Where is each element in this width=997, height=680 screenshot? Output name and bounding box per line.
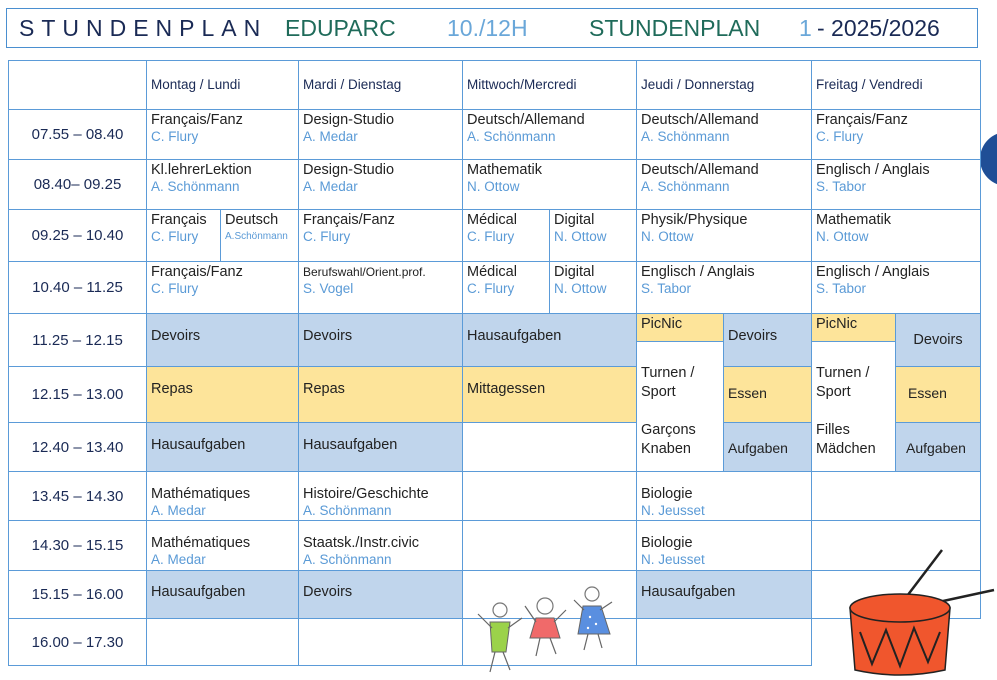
lesson-subject: Mathématiques [151,535,251,551]
lesson-teacher: A. Schönmann [303,552,392,567]
lesson-subject: Englisch / Anglais [641,264,755,280]
picnic-cell: PicNic [811,313,896,342]
lesson-cell [811,209,981,262]
lesson-teacher: C. Flury [303,229,351,244]
time-slot: 12.15 – 13.00 [8,366,147,423]
lesson-cell [298,159,463,210]
time-slot: 14.30 – 15.15 [8,520,147,571]
lesson-teacher: A. Schönmann [303,503,392,518]
lesson-teacher: N. Ottow [467,179,520,194]
group-label-2: Mädchen [816,441,876,457]
lesson-subject: Biologie [641,486,693,502]
lesson-subject: Français/Fanz [816,112,908,128]
time-slot: 09.25 – 10.40 [8,209,147,262]
corner-cell [8,60,147,110]
homework-cell: Hausaufgaben [636,570,812,619]
school-year: - 2025/2026 [817,15,940,41]
group-label-1: Garçons [641,422,696,438]
lesson-subject: Français/Fanz [151,264,243,280]
homework-cell: Hausaufgaben [146,570,299,619]
homework-cell: Aufgaben [723,422,812,472]
lesson-subject: Englisch / Anglais [816,162,930,178]
lesson-cell [146,520,299,571]
lesson-subject: Mathematik [816,212,891,228]
lesson-subject: Mathematik [467,162,542,178]
day-header-wednesday: Mittwoch/Mercredi [462,60,637,110]
lesson-cell [636,109,812,160]
lesson-teacher: N. Jeusset [641,552,705,567]
sport-label-2: Sport [816,384,851,400]
empty-cell [462,471,637,521]
lesson-teacher: A. Schönmann [151,179,240,194]
lesson-teacher: N. Ottow [641,229,694,244]
lesson-subject: Design-Studio [303,112,395,128]
lesson-subject: Français [151,212,207,228]
lesson-teacher: S. Tabor [641,281,692,296]
title-banner [6,8,978,48]
meal-cell: Mittagessen [462,366,637,423]
group-label-1: Filles [816,422,850,438]
day-header-monday: Montag / Lundi [146,60,299,110]
empty-cell [636,618,812,666]
lesson-cell [549,261,637,314]
sport-label-1: Turnen / [641,365,695,381]
day-header-tuesday: Mardi / Dienstag [298,60,463,110]
lesson-teacher: C. Flury [151,229,199,244]
drum-illustration [842,548,997,680]
lesson-teacher: C. Flury [467,281,515,296]
lesson-cell [549,209,637,262]
lesson-teacher: A. Medar [303,179,358,194]
lesson-cell [146,159,299,210]
class-name: 10./12H [447,15,528,41]
homework-cell: Aufgaben [895,422,981,472]
lesson-cell [462,159,637,210]
meal-cell: Repas [146,366,299,423]
meal-cell: Repas [298,366,463,423]
sport-label-2: Sport [641,384,676,400]
time-slot: 08.40– 09.25 [8,159,147,210]
lesson-subject: Deutsch [225,212,279,228]
lesson-teacher: N. Ottow [816,229,869,244]
lesson-cell [298,471,463,521]
lesson-cell [462,109,637,160]
lesson-cell [146,471,299,521]
lesson-cell [298,109,463,160]
empty-cell [146,618,299,666]
lesson-subject: Digital [554,264,595,280]
lesson-subject: Médical [467,212,517,228]
lesson-subject: Kl.lehrerLektion [151,162,252,178]
picnic-cell: PicNic [636,313,724,342]
lesson-subject: Médical [467,264,517,280]
lesson-cell [298,520,463,571]
lesson-teacher: C. Flury [816,129,864,144]
lesson-subject: Histoire/Geschichte [303,486,429,502]
time-slot: 16.00 – 17.30 [8,618,147,666]
lesson-subject: Français/Fanz [303,212,395,228]
lesson-subject: Français/Fanz [151,112,243,128]
homework-cell: Devoirs [723,313,812,367]
time-slot: 15.15 – 16.00 [8,570,147,619]
lesson-teacher: S. Tabor [816,281,867,296]
lesson-cell [636,159,812,210]
lesson-teacher: N. Ottow [554,229,607,244]
homework-cell: Devoirs [298,313,463,367]
lesson-cell [636,261,812,314]
empty-cell [811,471,981,521]
title-stundenplan-spaced: STUNDENPLAN [19,15,268,41]
lesson-teacher: N. Jeusset [641,503,705,518]
lesson-subject: Englisch / Anglais [816,264,930,280]
lesson-subject: Physik/Physique [641,212,748,228]
school-name: EDUPARC [285,15,396,41]
lesson-cell [298,261,463,314]
lesson-teacher: A.Schönmann [225,231,288,242]
lesson-subject: Mathématiques [151,486,251,502]
homework-cell: Devoirs [895,313,981,367]
lesson-teacher: A. Schönmann [641,129,730,144]
sport-cell-boys [636,341,724,472]
homework-cell: Devoirs [298,570,463,619]
lesson-cell [811,159,981,210]
lesson-teacher: C. Flury [151,129,199,144]
lesson-teacher: A. Medar [303,129,358,144]
lesson-subject: Deutsch/Allemand [641,162,759,178]
meal-cell: Essen [723,366,812,423]
empty-cell [298,618,463,666]
lesson-cell [636,209,812,262]
sport-label-1: Turnen / [816,365,870,381]
lesson-subject: Deutsch/Allemand [641,112,759,128]
plan-number: 1 [799,15,812,41]
lesson-cell [462,261,550,314]
lesson-subject: Deutsch/Allemand [467,112,585,128]
lesson-cell [636,520,812,571]
lesson-subject: Biologie [641,535,693,551]
lesson-cell [220,209,299,262]
lesson-teacher: A. Schönmann [467,129,556,144]
sport-cell-girls [811,341,896,472]
lesson-subject: Design-Studio [303,162,395,178]
homework-cell: Hausaufgaben [462,313,637,367]
lesson-teacher: A. Medar [151,552,206,567]
homework-cell: Hausaufgaben [298,422,463,472]
homework-cell: Devoirs [146,313,299,367]
time-slot: 07.55 – 08.40 [8,109,147,160]
homework-cell: Hausaufgaben [146,422,299,472]
lesson-cell [146,109,299,160]
lesson-cell [811,109,981,160]
lesson-teacher: A. Schönmann [641,179,730,194]
lesson-teacher: A. Medar [151,503,206,518]
lesson-subject: Berufswahl/Orient.prof. [303,265,426,279]
lesson-cell [146,261,299,314]
lesson-teacher: N. Ottow [554,281,607,296]
lesson-cell [298,209,463,262]
time-slot: 13.45 – 14.30 [8,471,147,521]
lesson-teacher: S. Vogel [303,281,354,296]
meal-cell: Essen [895,366,981,423]
dancing-children-illustration [470,572,620,680]
day-header-friday: Freitag / Vendredi [811,60,981,110]
time-slot: 11.25 – 12.15 [8,313,147,367]
empty-cell [462,422,637,472]
decorative-circle [980,132,997,186]
time-slot: 12.40 – 13.40 [8,422,147,472]
lesson-cell [146,209,221,262]
time-slot: 10.40 – 11.25 [8,261,147,314]
lesson-cell [811,261,981,314]
empty-cell [462,520,637,571]
day-header-thursday: Jeudi / Donnerstag [636,60,812,110]
lesson-cell [462,209,550,262]
lesson-teacher: C. Flury [151,281,199,296]
lesson-teacher: S. Tabor [816,179,867,194]
group-label-2: Knaben [641,441,691,457]
lesson-subject: Staatsk./Instr.civic [303,535,420,551]
lesson-teacher: C. Flury [467,229,515,244]
lesson-subject: Digital [554,212,595,228]
title-stundenplan: STUNDENPLAN [589,15,761,41]
lesson-cell [636,471,812,521]
